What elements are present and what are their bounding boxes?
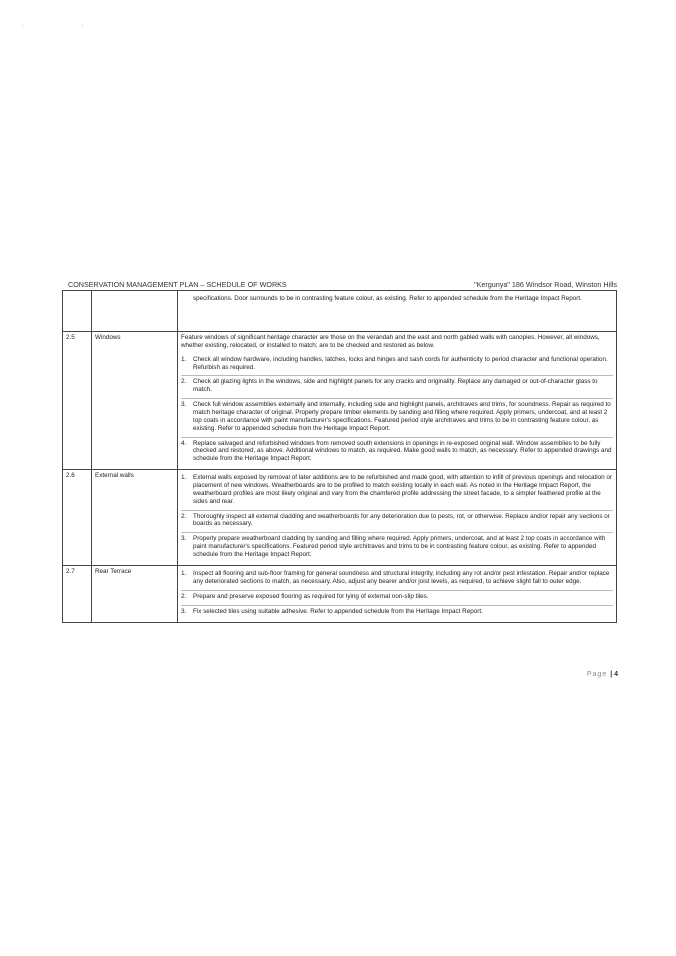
- header-address: "Kergunya" 186 Windsor Road, Winston Hills: [474, 280, 617, 289]
- page-label: Page: [586, 671, 608, 678]
- row-description: [178, 291, 617, 332]
- item-text: Prepare and preserve exposed flooring as required for lying of external non-slip tiles.: [193, 592, 429, 600]
- row-item: [92, 291, 178, 332]
- list-item: [181, 399, 613, 437]
- table-row: [63, 565, 617, 622]
- header-title: CONSERVATION MANAGEMENT PLAN – SCHEDULE OF WORKS: [68, 280, 287, 289]
- item-text: Fix selected tiles using suitable adhesive. Refer to appended schedule from the Heritage Impact Report.: [193, 607, 483, 615]
- item-text: Check all glazing lights in the windows, side and highlight panels for any cracks and originality. Replace any damaged or out-of-character glass to match.: [193, 378, 598, 394]
- schedule-table: [62, 290, 617, 623]
- list-item: [181, 606, 613, 620]
- list-item: [181, 354, 613, 377]
- row-number: 2.5: [63, 332, 92, 470]
- row-intro: Feature windows of significant heritage character are those on the verandah and the east and north gabled walls with canopies. However, all windows, whether existing, relocated, or installed to match; are to be checked and restored as below.: [181, 334, 600, 349]
- list-item: [181, 568, 613, 591]
- page-footer: [587, 671, 618, 678]
- list-item: [181, 533, 613, 563]
- item-text: Replace salvaged and refurbished windows from removed south extensions in openings in re-exposed original wall. Window assemblies to be fully checked and restored, as above. Additional windows to match, as required. Make good walls to match, as necessary. Refer to appended drawings and schedule from the Heritage Impact Report.: [193, 439, 612, 463]
- row-description: [178, 332, 617, 470]
- table-row: [63, 332, 617, 470]
- item-number: [181, 295, 193, 303]
- row-number: 2.7: [63, 565, 92, 622]
- item-text: Thoroughly inspect all external cladding and weatherboards for any deterioration due to pests, rot, or otherwise. Replace and/or repair any sections or boards as necessary.: [193, 512, 610, 528]
- item-text: Properly prepare weatherboard cladding by sanding and filling where required. Apply primers, undercoat, and at least 2 top coats in accordance with paint manufacturer's specifications. Featured period style architraves and trims to be in contrasting feature colour, as existing. Refer to appended schedule from the Heritage Impact Report.: [193, 535, 606, 559]
- item-number: 3.: [181, 401, 187, 409]
- works-list: [181, 568, 613, 620]
- item-number: 1.: [181, 569, 187, 577]
- list-item: [181, 293, 613, 307]
- list-item: [181, 511, 613, 534]
- item-number: 3.: [181, 535, 187, 543]
- item-text: specifications. Door surrounds to be in contrasting feature colour, as existing. Refer to appended schedule from the Heritage Impact Report.: [193, 295, 582, 302]
- list-item: [181, 591, 613, 606]
- item-number: 3.: [181, 607, 187, 615]
- page-number: | 4: [610, 671, 618, 678]
- item-text: Check full window assemblies externally and internally, including side and highlight panels, architraves and trims, for soundness. Repair as required to match heritage character of original. Properly prepare timber elements by sanding and filling where required. Apply primers, undercoat, and at least 2 top coats in accordance with paint manufacturer's specifications. Featured period style architraves and trims to be in contrasting feature colour, as existing. Refer to appended schedule from the Heritage Impact Report.: [193, 401, 611, 432]
- row-description: [178, 565, 617, 622]
- item-text: Check all window hardware, including handles, latches, locks and hinges and sash cords for authenticity to period character and functional operation. Refurbish as required.: [193, 355, 608, 371]
- row-item: Windows: [92, 332, 178, 470]
- works-list: [181, 472, 613, 563]
- row-item: Rear Terrace: [92, 565, 178, 622]
- table-row: [63, 291, 617, 332]
- row-number: [63, 291, 92, 332]
- item-number: 1.: [181, 474, 187, 482]
- row-item: External walls: [92, 470, 178, 566]
- list-item: [181, 472, 613, 510]
- works-list: [181, 293, 613, 307]
- scan-specks: . .: [22, 22, 112, 28]
- row-description: [178, 470, 617, 566]
- row-number: 2.6: [63, 470, 92, 566]
- item-number: 4.: [181, 439, 187, 447]
- list-item: [181, 376, 613, 399]
- table-row: [63, 470, 617, 566]
- item-text: Inspect all flooring and sub-floor framing for general soundness and structural integrity, including any rot and/or pest infestation. Repair and/or replace any deteriorated sections to match, as necessary. Also, adjust any bearer and/or joist levels, as required, to achieve slight fall to outer edge.: [193, 569, 610, 585]
- page-header: [68, 280, 617, 289]
- list-item: [181, 438, 613, 468]
- item-number: 2.: [181, 592, 187, 600]
- item-text: External walls exposed by removal of later additions are to be refurbished and made good, with attention to infill of previous openings and relocation or placement of new windows. Weatherboards are to be profiled to match existing locally in each wall. As noted in the Heritage Impact Report, the weatherboard profiles are most likely original and vary from the chamfered profile addressing the street facade, to a simpler feathered profile at the sides and rear.: [193, 474, 612, 505]
- works-list: [181, 354, 613, 467]
- item-number: 2.: [181, 512, 187, 520]
- item-number: 1.: [181, 355, 187, 363]
- item-number: 2.: [181, 378, 187, 386]
